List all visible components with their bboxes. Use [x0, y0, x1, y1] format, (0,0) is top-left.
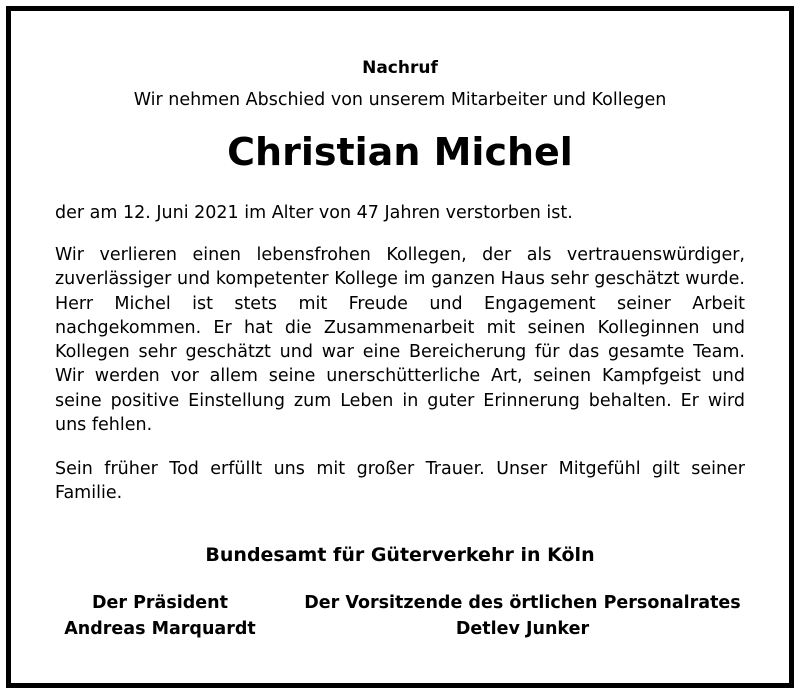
intro-line: der am 12. Juni 2021 im Alter von 47 Jahren verstorben ist. [55, 203, 573, 223]
organization-name: Bundesamt für Güterverkehr in Köln [205, 544, 595, 566]
condolence-paragraph: Sein früher Tod erfüllt uns mit großer Trauer. Unser Mitgefühl gilt seiner Familie. [55, 459, 745, 504]
signatory-role: Der Präsident [91, 593, 229, 613]
signatory-name: Andreas Marquardt [64, 619, 256, 639]
notice-heading: Nachruf [362, 58, 438, 78]
signatory-president [55, 590, 265, 642]
notice-subheading: Wir nehmen Abschied von unserem Mitarbeiter und Kollegen [133, 90, 667, 110]
signatory-name: Detlev Junker [455, 619, 590, 639]
deceased-name: Christian Michel [227, 130, 573, 174]
signatory-council-chair [300, 590, 745, 642]
tribute-paragraph: Wir verlieren einen lebensfrohen Kollegen, der als vertrauenswürdiger, zuverlässiger und kompetenter Kollege im ganzen Haus sehr geschätzt wurde. Herr Michel ist stets mit Freude und Engagement seiner Arbeit nachgekommen. Er hat die Zusammenarbeit mit seinen Kolleginnen und Kollegen sehr geschätzt und war eine Bereicherung für das gesamte Team. Wir werden vor allem seine unerschütterliche Art, seinen Kampfgeist und seine positive Einstellung zum Leben in guter Erinnerung behalten. Er wird uns fehlen. [55, 245, 745, 436]
signatory-role: Der Vorsitzende des örtlichen Personalrates [304, 593, 741, 613]
